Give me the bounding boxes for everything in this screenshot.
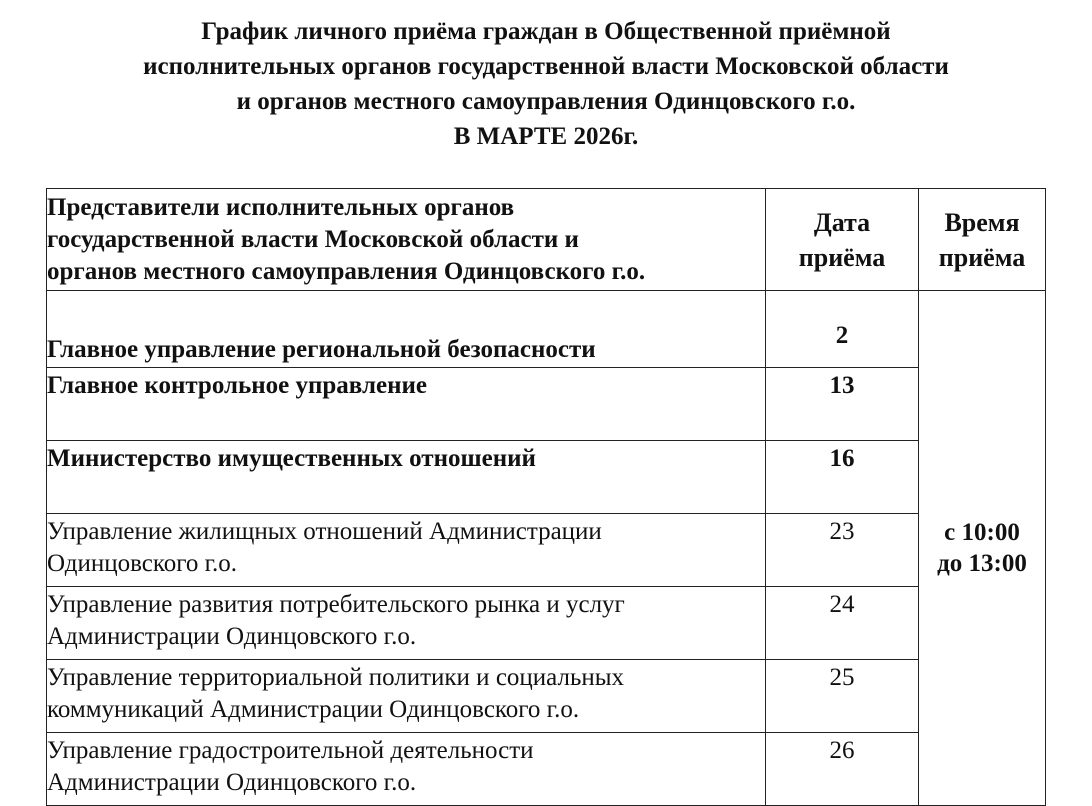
title-line: График личного приёма граждан в Общественной приёмной [201,18,891,45]
organization-cell [47,514,766,587]
header-text: государственной власти Московской области и [47,225,579,253]
time-cell [919,291,1046,806]
table-row [47,514,1046,587]
organization-name: коммуникаций Администрации Одинцовского г.о. [47,696,580,723]
organization-name: Администрации Одинцовского г.о. [47,769,417,796]
organization-cell [47,441,766,514]
header-text: приёма [798,242,886,272]
title-line: исполнительных органов государственной власти Московской области [143,53,949,80]
schedule-table [46,188,1046,806]
table-row [47,368,1046,441]
organization-cell [47,660,766,733]
organization-cell [47,733,766,806]
header-time [919,189,1046,291]
organization-name: Главное контрольное управление [47,372,428,399]
header-representatives [47,189,766,291]
table-row [47,733,1046,806]
organization-name: Одинцовского г.о. [47,550,238,577]
header-text: органов местного самоуправления Одинцовского г.о. [47,257,646,285]
date-cell: 2 [766,291,919,368]
header-text: Представители исполнительных органов [47,193,515,221]
organization-name: Управление территориальной политики и социальных [47,664,625,691]
organization-cell [47,291,766,368]
date-cell: 13 [766,368,919,441]
time-to: до 13:00 [937,550,1027,577]
header-date [766,189,919,291]
date-cell: 16 [766,441,919,514]
header-text: приёма [938,242,1026,272]
table-row [47,441,1046,514]
organization-name: Главное управление региональной безопасности [47,336,596,363]
date-cell: 26 [766,733,919,806]
date-cell: 24 [766,587,919,660]
table-row [47,291,1046,368]
date-cell: 23 [766,514,919,587]
header-row [47,189,1046,291]
date-cell: 25 [766,660,919,733]
time-from: с 10:00 [944,519,1020,546]
table-row [47,587,1046,660]
document-title [0,14,1092,154]
organization-name: Управление развития потребительского рынка и услуг [47,591,625,618]
organization-cell [47,587,766,660]
organization-name: Министерство имущественных отношений [47,445,536,472]
organization-name: Администрации Одинцовского г.о. [47,623,417,650]
organization-name: Управление градостроительной деятельности [47,737,534,764]
header-text: Дата [813,207,871,237]
organization-name: Управление жилищных отношений Администрации [47,518,602,545]
title-line: и органов местного самоуправления Одинцовского г.о. [236,88,856,115]
table-row [47,660,1046,733]
title-month: В МАРТЕ 2026г. [453,123,639,150]
header-text: Время [944,207,1020,237]
organization-cell [47,368,766,441]
